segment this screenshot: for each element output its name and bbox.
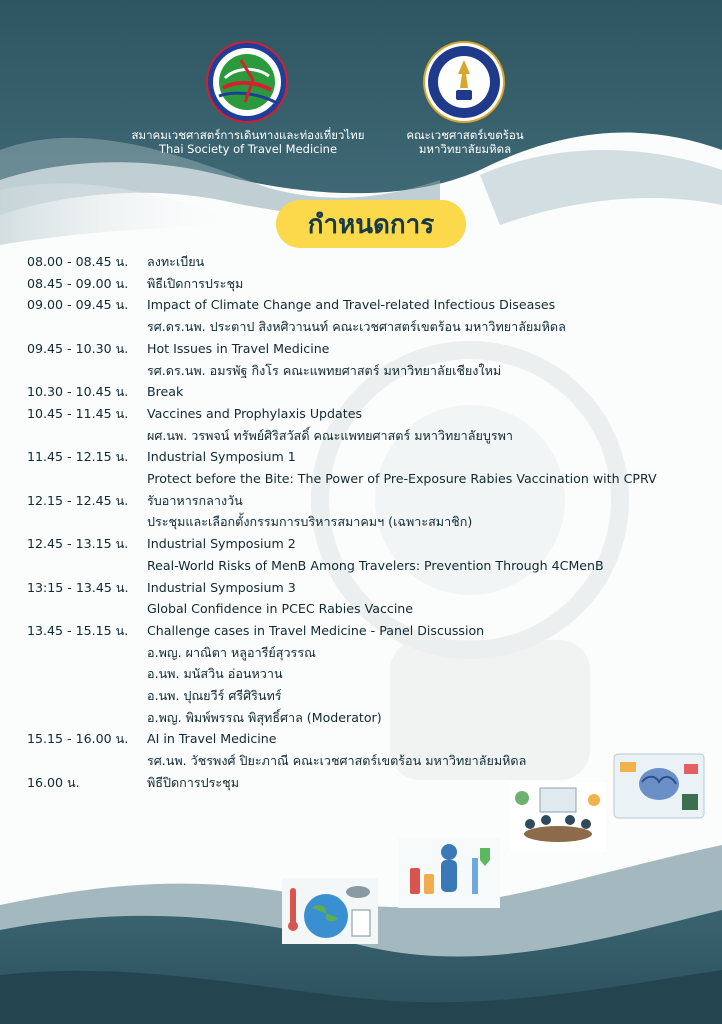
medical-meeting-illustration-icon: [510, 782, 606, 852]
schedule-row: [27, 490, 707, 533]
left-org-name-english: Thai Society of Travel Medicine: [158, 142, 338, 156]
schedule-time: 09.00 - 09.45 น.: [27, 297, 129, 313]
schedule-details: [147, 251, 707, 273]
session-detail: รศ.ดร.นพ. ประตาป สิงหศิวานนท์ คณะเวชศาสตร์เขตร้อน มหาวิทยาลัยมหิดล: [147, 319, 566, 335]
schedule-row: [27, 338, 707, 381]
schedule-row: [27, 533, 707, 576]
schedule-time: 12.45 - 13.15 น.: [27, 536, 129, 552]
schedule-time: 12.15 - 12.45 น.: [27, 492, 129, 508]
schedule-row: [27, 381, 707, 403]
schedule-time: 15.15 - 16.00 น.: [27, 731, 129, 747]
session-title: Industrial Symposium 3: [147, 579, 296, 595]
schedule-details: [147, 577, 707, 620]
schedule-details: [147, 533, 707, 576]
schedule-row: [27, 577, 707, 620]
session-detail: ประชุมและเลือกตั้งกรรมการบริหารสมาคมฯ (เฉพาะสมาชิก): [147, 514, 473, 530]
schedule-details: [147, 620, 707, 729]
schedule-time: 16.00 น.: [27, 774, 80, 790]
schedule-time: 11.45 - 12.15 น.: [27, 449, 129, 465]
schedule-row: [27, 403, 707, 446]
thai-society-travel-medicine-logo: [205, 40, 289, 124]
schedule-time: 08.45 - 09.00 น.: [27, 275, 129, 291]
session-title: Hot Issues in Travel Medicine: [147, 340, 330, 356]
schedule-details: [147, 294, 707, 337]
session-detail: ผศ.นพ. วรพจน์ ทรัพย์ศิริสวัสดิ์ คณะแพทยศาสตร์ มหาวิทยาลัยบูรพา: [147, 427, 513, 443]
session-title: พิธีเปิดการประชุม: [147, 275, 244, 291]
session-detail: อ.นพ. ปุณยวีร์ ศรีศิรินทร์: [147, 688, 282, 704]
schedule-details: [147, 446, 707, 489]
agenda-title: กำหนดการ: [276, 200, 466, 248]
session-detail: อ.พญ. พิมพ์พรรณ พิสุทธิ์ศาล (Moderator): [147, 709, 382, 725]
schedule-time: 13.45 - 15.15 น.: [27, 622, 129, 638]
schedule-details: [147, 403, 707, 446]
session-detail: อ.พญ. ผาณิตา หลูอารีย์สุวรรณ: [147, 644, 316, 660]
schedule-row: [27, 728, 707, 771]
session-detail: Global Confidence in PCEC Rabies Vaccine: [147, 601, 414, 617]
climate-globe-illustration-icon: [282, 878, 378, 944]
session-detail: อ.นพ. มนัสวิน อ่อนหวาน: [147, 666, 283, 682]
schedule-time: 10.30 - 10.45 น.: [27, 384, 129, 400]
session-detail: Real-World Risks of MenB Among Travelers: Prevention Through 4CMenB: [147, 557, 604, 573]
schedule-list: [27, 251, 707, 794]
schedule-row: [27, 446, 707, 489]
schedule-details: [147, 381, 707, 403]
schedule-row: [27, 251, 707, 273]
session-title: Industrial Symposium 2: [147, 536, 296, 552]
left-org-name-thai: สมาคมเวชศาสตร์การเดินทางและท่องเที่ยวไทย: [131, 128, 365, 142]
session-detail: รศ.นพ. วัชรพงศ์ ปิยะภาณี คณะเวชศาสตร์เขตร้อน มหาวิทยาลัยมหิดล: [147, 753, 527, 769]
session-detail: Protect before the Bite: The Power of Pre-Exposure Rabies Vaccination with CPRV: [147, 471, 657, 487]
schedule-details: [147, 490, 707, 533]
session-title: Challenge cases in Travel Medicine - Panel Discussion: [147, 622, 485, 638]
session-title: Impact of Climate Change and Travel-related Infectious Diseases: [147, 297, 556, 313]
left-org-caption: [120, 128, 376, 156]
session-title: Vaccines and Prophylaxis Updates: [147, 405, 363, 421]
schedule-time: 08.00 - 08.45 น.: [27, 254, 129, 269]
schedule-details: [147, 338, 707, 381]
right-org-caption: [390, 128, 540, 156]
right-org-university: มหาวิทยาลัยมหิดล: [418, 142, 512, 156]
session-title: ลงทะเบียน: [147, 254, 205, 269]
right-org-faculty: คณะเวชศาสตร์เขตร้อน: [406, 128, 524, 142]
session-detail: รศ.ดร.นพ. อมรพัฐ กิงโร คณะแพทยศาสตร์ มหาวิทยาลัยเชียงใหม่: [147, 362, 502, 378]
vaccine-traveler-illustration-icon: [398, 838, 500, 908]
schedule-details: [147, 273, 707, 295]
session-title: รับอาหารกลางวัน: [147, 492, 243, 508]
session-title: Break: [147, 384, 184, 400]
schedule-time: 09.45 - 10.30 น.: [27, 340, 129, 356]
session-title: AI in Travel Medicine: [147, 731, 277, 747]
session-title: พิธีปิดการประชุม: [147, 774, 239, 790]
schedule-row: [27, 294, 707, 337]
schedule-time: 13:15 - 13.45 น.: [27, 579, 129, 595]
session-title: Industrial Symposium 1: [147, 449, 296, 465]
schedule-row: [27, 273, 707, 295]
mahidol-tropical-medicine-logo: [422, 40, 506, 124]
ai-brain-illustration-icon: [612, 752, 706, 820]
schedule-time: 10.45 - 11.45 น.: [27, 405, 129, 421]
schedule-row: [27, 620, 707, 729]
